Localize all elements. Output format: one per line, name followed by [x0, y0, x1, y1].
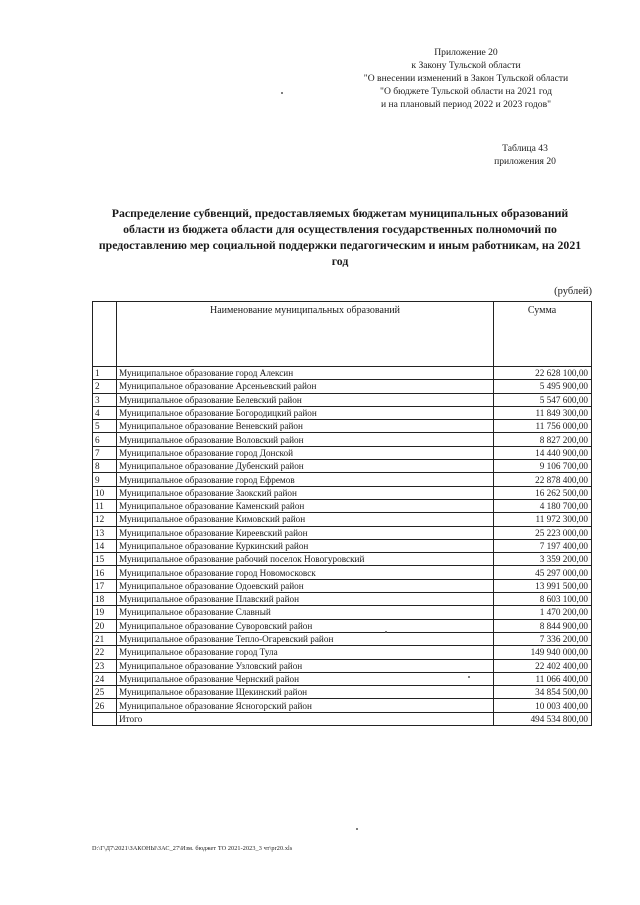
subsidy-sum: 22 402 400,00 [494, 659, 592, 672]
document-title: Распределение субвенций, предоставляемых бюджетам муниципальных образований области из бюджета области для осуществления государственных полномочий по предоставлению мер социальной поддержки педагогическим и иным работникам, на 2021 год [98, 206, 582, 268]
row-number: 11 [93, 499, 117, 512]
table-row [93, 646, 592, 659]
table-row [93, 393, 592, 406]
municipality-name: Муниципальное образование Щекинский район [117, 686, 494, 699]
municipality-name: Муниципальное образование Узловский район [117, 659, 494, 672]
municipality-name: Муниципальное образование Кимовский район [117, 513, 494, 526]
appendix-line: Приложение 20 [434, 47, 498, 58]
subsidy-sum: 1 470 200,00 [494, 606, 592, 619]
municipality-name: Муниципальное образование город Ефремов [117, 473, 494, 486]
municipality-name: Муниципальное образование Богородицкий район [117, 406, 494, 419]
subsidy-sum: 16 262 500,00 [494, 486, 592, 499]
row-number [93, 712, 117, 725]
subsidy-sum: 11 972 300,00 [494, 513, 592, 526]
subsidy-sum: 22 628 100,00 [494, 367, 592, 380]
row-number: 8 [93, 460, 117, 473]
row-number: 17 [93, 579, 117, 592]
table-row [93, 526, 592, 539]
row-number: 6 [93, 433, 117, 446]
subsidy-sum: 14 440 900,00 [494, 446, 592, 459]
subsidy-sum: 45 297 000,00 [494, 566, 592, 579]
row-number: 23 [93, 659, 117, 672]
table-row [93, 539, 592, 552]
scan-speck [356, 828, 358, 830]
table-appendix-ref: приложения 20 [494, 156, 556, 167]
table-row [93, 579, 592, 592]
municipality-name: Муниципальное образование рабочий поселок Новогуровский [117, 553, 494, 566]
scan-speck [385, 631, 387, 633]
municipality-name: Муниципальное образование Суворовский район [117, 619, 494, 632]
subsidy-sum: 11 066 400,00 [494, 672, 592, 685]
municipality-name: Муниципальное образование Плавский район [117, 593, 494, 606]
subsidy-sum: 8 844 900,00 [494, 619, 592, 632]
subsidy-sum: 34 854 500,00 [494, 686, 592, 699]
table-row [93, 367, 592, 380]
row-number: 16 [93, 566, 117, 579]
subsidy-sum: 13 991 500,00 [494, 579, 592, 592]
table-header-row [93, 302, 592, 367]
header-number [93, 302, 117, 367]
table-reference [470, 142, 580, 168]
table-row [93, 380, 592, 393]
table-row [93, 659, 592, 672]
row-number: 14 [93, 539, 117, 552]
table-row [93, 606, 592, 619]
row-number: 19 [93, 606, 117, 619]
row-number: 13 [93, 526, 117, 539]
table-row [93, 460, 592, 473]
table-row [93, 513, 592, 526]
header-sum: Сумма [494, 302, 592, 367]
table-row [93, 553, 592, 566]
municipality-name: Муниципальное образование Куркинский район [117, 539, 494, 552]
municipality-name: Муниципальное образование Воловский район [117, 433, 494, 446]
appendix-header [340, 46, 592, 111]
row-number: 21 [93, 632, 117, 645]
table-row [93, 699, 592, 712]
row-number: 4 [93, 406, 117, 419]
table-row [93, 672, 592, 685]
row-number: 26 [93, 699, 117, 712]
table-row [93, 406, 592, 419]
subsidy-sum: 10 003 400,00 [494, 699, 592, 712]
municipality-name: Муниципальное образование Веневский район [117, 420, 494, 433]
table-row [93, 486, 592, 499]
municipality-name: Муниципальное образование Одоевский район [117, 579, 494, 592]
municipality-name: Муниципальное образование Каменский район [117, 499, 494, 512]
total-row [93, 712, 592, 725]
municipality-name: Муниципальное образование Киреевский район [117, 526, 494, 539]
subsidy-table [92, 301, 592, 726]
municipality-name: Муниципальное образование город Тула [117, 646, 494, 659]
scan-speck [468, 676, 470, 678]
subsidy-sum: 22 878 400,00 [494, 473, 592, 486]
municipality-name: Муниципальное образование Белевский район [117, 393, 494, 406]
table-row [93, 632, 592, 645]
appendix-line: "О внесении изменений в Закон Тульской области [363, 73, 569, 84]
subsidy-sum: 8 827 200,00 [494, 433, 592, 446]
row-number: 25 [93, 686, 117, 699]
municipality-name: Муниципальное образование город Алексин [117, 367, 494, 380]
subsidy-sum: 7 336 200,00 [494, 632, 592, 645]
header-name: Наименование муниципальных образований [117, 302, 494, 367]
subsidy-sum: 11 756 000,00 [494, 420, 592, 433]
row-number: 12 [93, 513, 117, 526]
row-number: 10 [93, 486, 117, 499]
row-number: 1 [93, 367, 117, 380]
currency-unit: (рублей) [554, 286, 592, 297]
subsidy-sum: 25 223 000,00 [494, 526, 592, 539]
row-number: 22 [93, 646, 117, 659]
municipality-name: Муниципальное образование Ясногорский район [117, 699, 494, 712]
subsidy-sum: 9 106 700,00 [494, 460, 592, 473]
subsidy-sum: 5 495 900,00 [494, 380, 592, 393]
subsidy-sum: 4 180 700,00 [494, 499, 592, 512]
row-number: 15 [93, 553, 117, 566]
row-number: 5 [93, 420, 117, 433]
subsidy-sum: 7 197 400,00 [494, 539, 592, 552]
table-row [93, 446, 592, 459]
subsidy-sum: 494 534 800,00 [494, 712, 592, 725]
municipality-name: Муниципальное образование город Новомосковск [117, 566, 494, 579]
row-number: 2 [93, 380, 117, 393]
table-row [93, 566, 592, 579]
row-number: 24 [93, 672, 117, 685]
municipality-name: Муниципальное образование Чернский район [117, 672, 494, 685]
table-row [93, 499, 592, 512]
row-number: 9 [93, 473, 117, 486]
municipality-name: Итого [117, 712, 494, 725]
table-number: Таблица 43 [502, 143, 548, 154]
file-path-footer: D:\Г\Д7\2021\ЗАКОНЫ\ЗАС_27\Изм. бюджет ТО 2021-2023_3 чт\pr20.xls [92, 845, 293, 852]
municipality-name: Муниципальное образование Тепло-Огаревский район [117, 632, 494, 645]
municipality-name: Муниципальное образование Заокский район [117, 486, 494, 499]
municipality-name: Муниципальное образование Славный [117, 606, 494, 619]
row-number: 3 [93, 393, 117, 406]
table-row [93, 433, 592, 446]
subsidy-sum: 8 603 100,00 [494, 593, 592, 606]
scan-speck [281, 92, 283, 94]
municipality-name: Муниципальное образование Арсеньевский район [117, 380, 494, 393]
table-row [93, 619, 592, 632]
municipality-name: Муниципальное образование город Донской [117, 446, 494, 459]
appendix-line: "О бюджете Тульской области на 2021 год [380, 86, 552, 97]
table-row [93, 686, 592, 699]
appendix-line: к Закону Тульской области [411, 60, 521, 71]
appendix-line: и на плановый период 2022 и 2023 годов" [380, 99, 552, 110]
subsidy-sum: 11 849 300,00 [494, 406, 592, 419]
subsidy-sum: 149 940 000,00 [494, 646, 592, 659]
table-row [93, 473, 592, 486]
row-number: 7 [93, 446, 117, 459]
table-row [93, 420, 592, 433]
subsidy-sum: 5 547 600,00 [494, 393, 592, 406]
table-row [93, 593, 592, 606]
municipality-name: Муниципальное образование Дубенский район [117, 460, 494, 473]
row-number: 18 [93, 593, 117, 606]
row-number: 20 [93, 619, 117, 632]
subsidy-sum: 3 359 200,00 [494, 553, 592, 566]
